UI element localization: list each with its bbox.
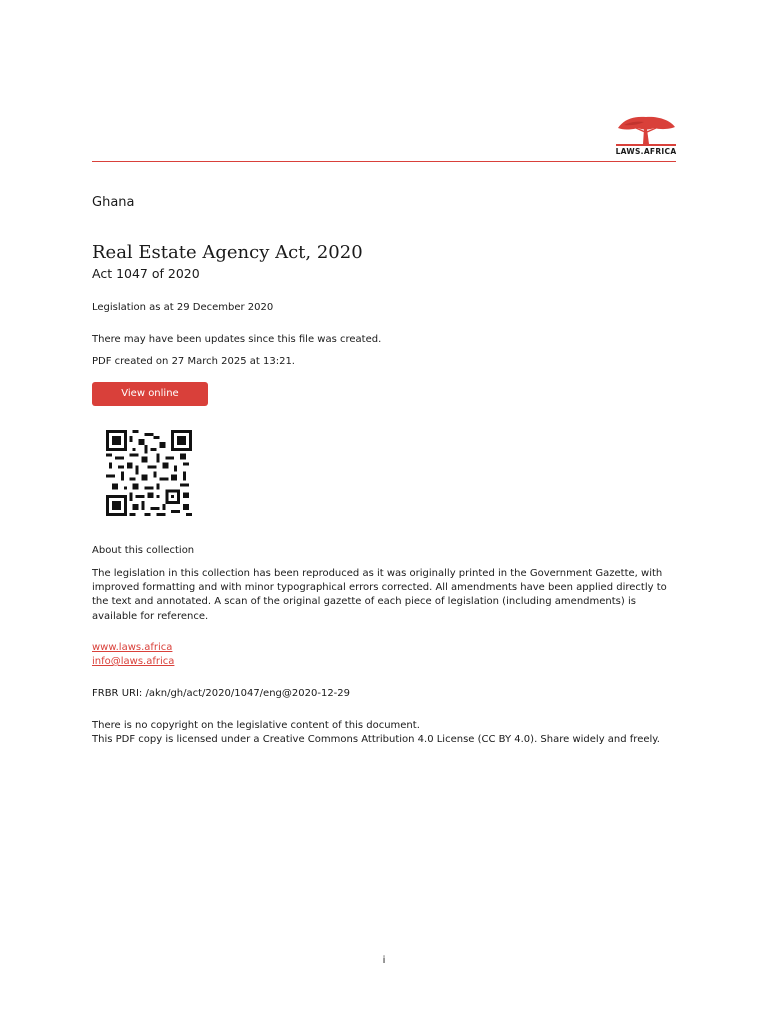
page-number: i [382, 955, 386, 966]
brand-name: LAWS.AFRICA [615, 147, 677, 156]
pdf-created-date: PDF created on 27 March 2025 at 13:21. [92, 356, 295, 367]
header-divider [92, 161, 676, 162]
qr-code-icon[interactable] [106, 430, 192, 516]
about-body: The legislation in this collection has been reproduced as it was originally printed in the Government Gazette, with improved formatting and with minor typographical errors corrected. All amendments have been applied directly to the text and annotated. A scan of the original gazette of each piece of legislation (including amendments) is available for reference. [92, 568, 667, 622]
license-notice: This PDF copy is licensed under a Creative Commons Attribution 4.0 License (CC BY 4.0). Share widely and freely. [92, 734, 660, 745]
website-link[interactable]: www.laws.africa [92, 642, 173, 653]
frbr-uri: FRBR URI: /akn/gh/act/2020/1047/eng@2020-12-29 [92, 688, 351, 699]
copyright-notice: There is no copyright on the legislative content of this document. [92, 720, 420, 731]
document-title: Real Estate Agency Act, 2020 [92, 242, 363, 263]
country-label: Ghana [92, 195, 135, 210]
laws-africa-logo [614, 114, 678, 158]
acacia-tree-icon [614, 114, 678, 148]
about-heading: About this collection [92, 545, 195, 556]
legislation-date: Legislation as at 29 December 2020 [92, 302, 274, 313]
update-notice: There may have been updates since this file was created. [92, 334, 382, 345]
view-online-button[interactable]: View online [92, 382, 208, 406]
document-subtitle: Act 1047 of 2020 [92, 266, 200, 281]
email-link[interactable]: info@laws.africa [92, 656, 175, 667]
